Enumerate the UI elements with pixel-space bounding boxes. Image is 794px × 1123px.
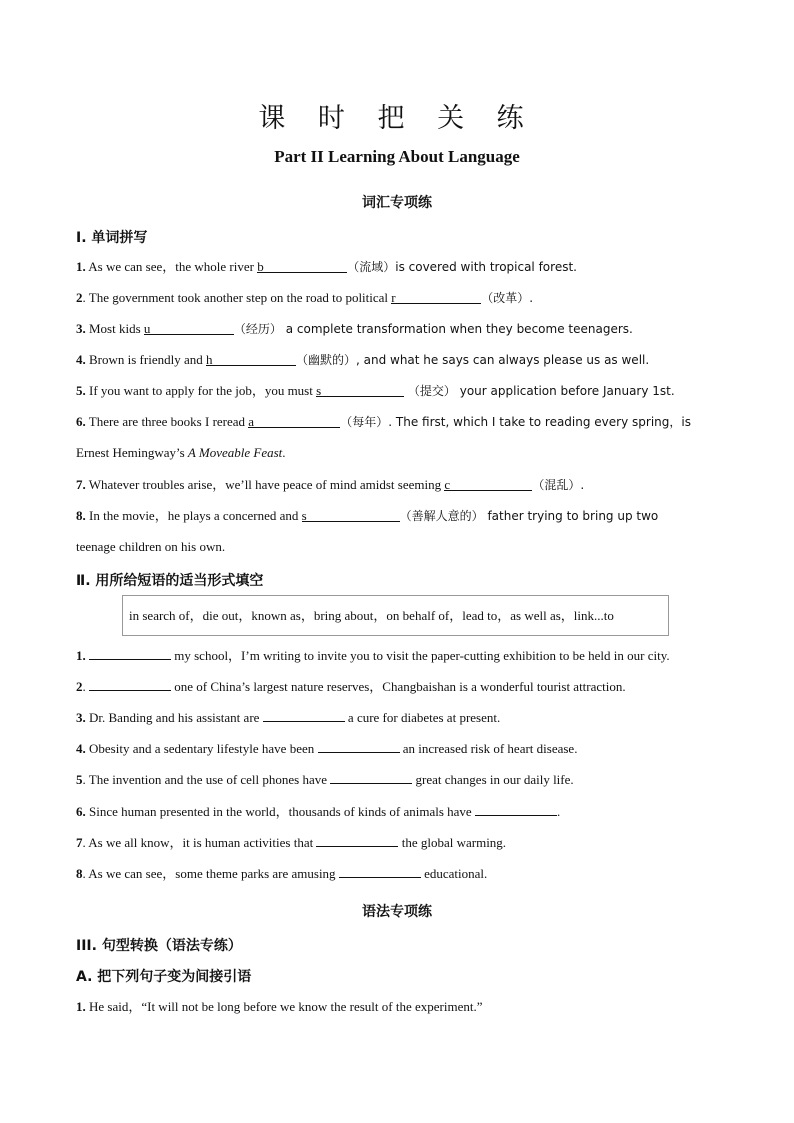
answer-blank[interactable] <box>444 476 532 491</box>
item-number: 6. <box>76 414 86 429</box>
item-text: . <box>82 679 89 694</box>
vocab-section-title: 词汇专项练 <box>362 195 432 211</box>
blank-letter: u <box>143 321 151 336</box>
item-number: 4. <box>76 741 86 756</box>
part1-item-5 <box>76 382 720 400</box>
part3-heading: III. 句型转换（语法专练） <box>76 938 242 954</box>
part1-item-7 <box>76 476 720 494</box>
answer-blank[interactable] <box>206 351 296 366</box>
answer-blank[interactable] <box>330 769 412 784</box>
part1-item-8 <box>76 507 720 525</box>
answer-blank[interactable] <box>339 863 421 878</box>
item-number: 2 <box>76 290 83 305</box>
item-text-after: my school，I’m writing to invite you to visit the paper-cutting exhibition to be held in our city. <box>171 648 670 663</box>
blank-letter: a <box>248 414 255 429</box>
item-text: . <box>282 445 286 460</box>
item-number: 7 <box>76 835 83 850</box>
item-number: 6. <box>76 804 86 819</box>
item-text-after: （改革）. <box>481 291 534 305</box>
item-text: teenage children on his own. <box>76 539 226 554</box>
item-text-after: . <box>556 804 561 819</box>
answer-blank[interactable] <box>89 676 171 691</box>
item-text-after: （善解人意的） father trying to bring up two <box>399 509 659 523</box>
item-text-after: great changes in our daily life. <box>412 772 574 787</box>
part1-item-3 <box>76 320 720 338</box>
item-number: 3. <box>76 710 86 725</box>
item-text: . As we all know，it is human activities that <box>82 835 317 850</box>
answer-blank[interactable] <box>475 801 557 816</box>
part1-item-4 <box>76 351 720 369</box>
item-number: 4. <box>76 352 86 367</box>
item-number: 7. <box>76 477 86 492</box>
part2-item-1 <box>76 645 720 665</box>
page-subtitle: Part II Learning About Language <box>274 147 520 166</box>
answer-blank[interactable] <box>302 507 400 522</box>
item-number: 1. <box>76 999 86 1014</box>
item-text: Brown is friendly and <box>85 352 206 367</box>
part3-sub-heading: A. 把下列句子变为间接引语 <box>76 969 252 985</box>
item-text-after: （混乱）. <box>532 478 585 492</box>
item-text-after: （流域）is covered with tropical forest. <box>347 260 577 274</box>
page-title: 课 时 把 关 练 <box>258 103 536 134</box>
item-text: . The government took another step on the road to political <box>82 290 392 305</box>
part1-heading: Ⅰ. 单词拼写 <box>76 230 148 246</box>
item-text-after: （提交） your application before January 1st. <box>404 384 675 398</box>
part1-item-2 <box>76 289 720 307</box>
answer-blank[interactable] <box>263 707 345 722</box>
part2-item-7 <box>76 832 720 852</box>
part2-item-5 <box>76 769 720 789</box>
blank-letter: h <box>205 352 213 367</box>
item-number: 2 <box>76 679 83 694</box>
part2-item-8 <box>76 863 720 883</box>
item-number: 1. <box>76 259 86 274</box>
item-text: . As we can see，some theme parks are amusing <box>82 866 339 881</box>
item-text-after: one of China’s largest nature reserves，Changbaishan is a wonderful tourist attraction. <box>171 679 626 694</box>
item-text-after: （每年）. The first, which I take to reading every spring，is <box>340 415 691 429</box>
item-text-after: a cure for diabetes at present. <box>344 710 501 725</box>
part1-item-8-continued <box>76 538 720 556</box>
item-text: . The invention and the use of cell phones have <box>82 772 331 787</box>
answer-blank[interactable] <box>248 413 340 428</box>
item-text: Dr. Banding and his assistant are <box>85 710 263 725</box>
item-text: Obesity and a sedentary lifestyle have been <box>85 741 318 756</box>
part2-item-4 <box>76 738 720 758</box>
part1-item-6 <box>76 413 720 431</box>
item-number: 3. <box>76 321 86 336</box>
item-text: As we can see，the whole river <box>85 259 258 274</box>
part2-heading: Ⅱ. 用所给短语的适当形式填空 <box>76 573 264 589</box>
answer-blank[interactable] <box>391 289 481 304</box>
part1-item-6-continued <box>76 444 720 462</box>
blank-letter: c <box>444 477 451 492</box>
phrase-box: in search of，die out，known as，bring about，on behalf of，lead to，as well as，link...to <box>122 595 669 636</box>
answer-blank[interactable] <box>257 258 347 273</box>
part2-item-3 <box>76 707 720 727</box>
answer-blank[interactable] <box>316 382 404 397</box>
item-number: 8 <box>76 866 83 881</box>
answer-blank[interactable] <box>316 832 398 847</box>
item-text: If you want to apply for the job，you must <box>85 383 317 398</box>
blank-letter: s <box>301 508 307 523</box>
item-text-after: an increased risk of heart disease. <box>399 741 578 756</box>
item-number: 8. <box>76 508 86 523</box>
answer-blank[interactable] <box>89 645 171 660</box>
part2-item-6 <box>76 801 720 821</box>
answer-blank[interactable] <box>318 738 400 753</box>
item-text: Ernest Hemingway’s <box>76 445 188 460</box>
blank-letter: s <box>316 383 322 398</box>
item-text-after: （幽默的）, and what he says can always please us as well. <box>295 353 650 367</box>
item-text: He said，“It will not be long before we know the result of the experiment.” <box>85 999 483 1014</box>
item-number: 5. <box>76 383 86 398</box>
item-text-after: the global warming. <box>398 835 507 850</box>
part1-item-1 <box>76 258 720 276</box>
grammar-section-title: 语法专项练 <box>362 904 432 920</box>
item-text: Since human presented in the world，thousands of kinds of animals have <box>85 804 475 819</box>
item-text: There are three books I reread <box>85 414 249 429</box>
blank-letter: r <box>391 290 396 305</box>
item-text: In the movie，he plays a concerned and <box>85 508 302 523</box>
item-text: Whatever troubles arise，we’ll have peace of mind amidst seeming <box>85 477 445 492</box>
item-number: 5 <box>76 772 83 787</box>
item-text-after: educational. <box>420 866 488 881</box>
part2-item-2 <box>76 676 720 696</box>
item-text-after: （经历） a complete transformation when they become teenagers. <box>233 322 633 336</box>
part3-item-1 <box>76 998 720 1016</box>
item-number: 1. <box>76 648 86 663</box>
blank-letter: b <box>257 259 264 274</box>
item-text: Most kids <box>85 321 144 336</box>
answer-blank[interactable] <box>144 320 234 335</box>
book-title: A Moveable Feast <box>187 445 283 460</box>
